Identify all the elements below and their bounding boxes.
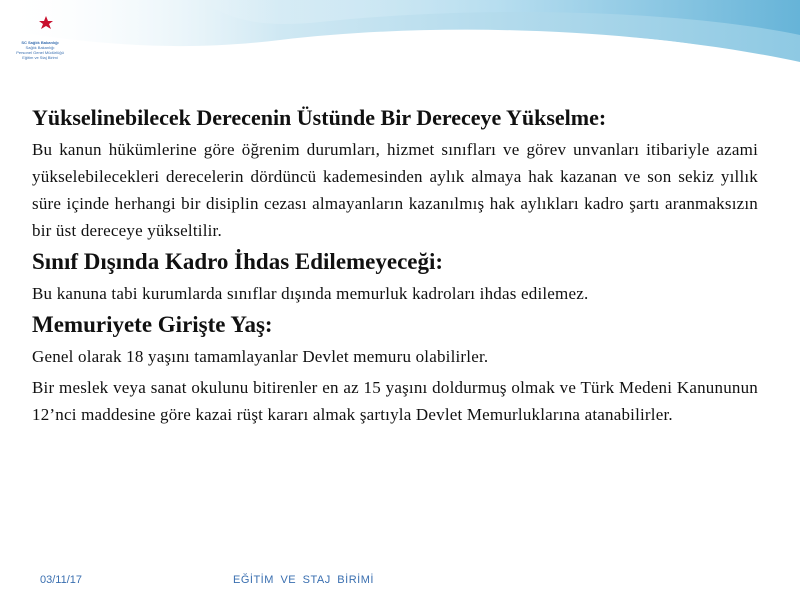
header-wave-decoration <box>0 0 800 100</box>
main-content <box>32 100 758 432</box>
logo-sub-line: Eğitim ve Staj Birimi <box>22 55 58 60</box>
logo-caption <box>8 40 72 60</box>
logo-sub-line: Sağlık Bakanlığı <box>25 45 55 50</box>
logo-sub-line: Personel Genel Müdürlüğü <box>16 50 64 55</box>
logo-name-line: SC Sağlık Bakanlığı <box>21 40 59 45</box>
crescent-star-icon <box>10 4 70 44</box>
section-paragraph: Bu kanun hükümlerine göre öğrenim durumları, hizmet sınıfları ve görev unvanları itibariyle azami yükselebilecekleri derecelerin dördüncü kademesinden aylık almaya hak kazanan ve son sekiz yıllık süre içinde herhangi bir disiplin cezası almayanların kazanılmış hak aylıkları kadro şartı aranmaksızın bir üst dereceye yükseltilir. <box>32 140 758 240</box>
section-paragraph: Bu kanuna tabi kurumlarda sınıflar dışında memurluk kadroları ihdas edilemez. <box>32 284 589 303</box>
footer-date: 03/11/17 <box>40 574 83 586</box>
section-paragraph: Genel olarak 18 yaşını tamamlayanlar Devlet memuru olabilirler. <box>32 347 489 366</box>
footer-title: EĞİTİM VE STAJ BİRİMİ <box>233 574 374 586</box>
section-paragraph: Bir meslek veya sanat okulunu bitirenler en az 15 yaşını doldurmuş olmak ve Türk Medeni Kanununun 12’nci maddesine göre kazai rüşt kararı almak şartıyla Devlet Memurluklarına atanabilirler. <box>32 378 758 424</box>
section-heading: Sınıf Dışında Kadro İhdas Edilemeyeceği: <box>32 249 444 274</box>
section-heading: Memuriyete Girişte Yaş: <box>32 312 273 337</box>
section-heading: Yükselinebilecek Derecenin Üstünde Bir Dereceye Yükselme: <box>32 105 607 130</box>
